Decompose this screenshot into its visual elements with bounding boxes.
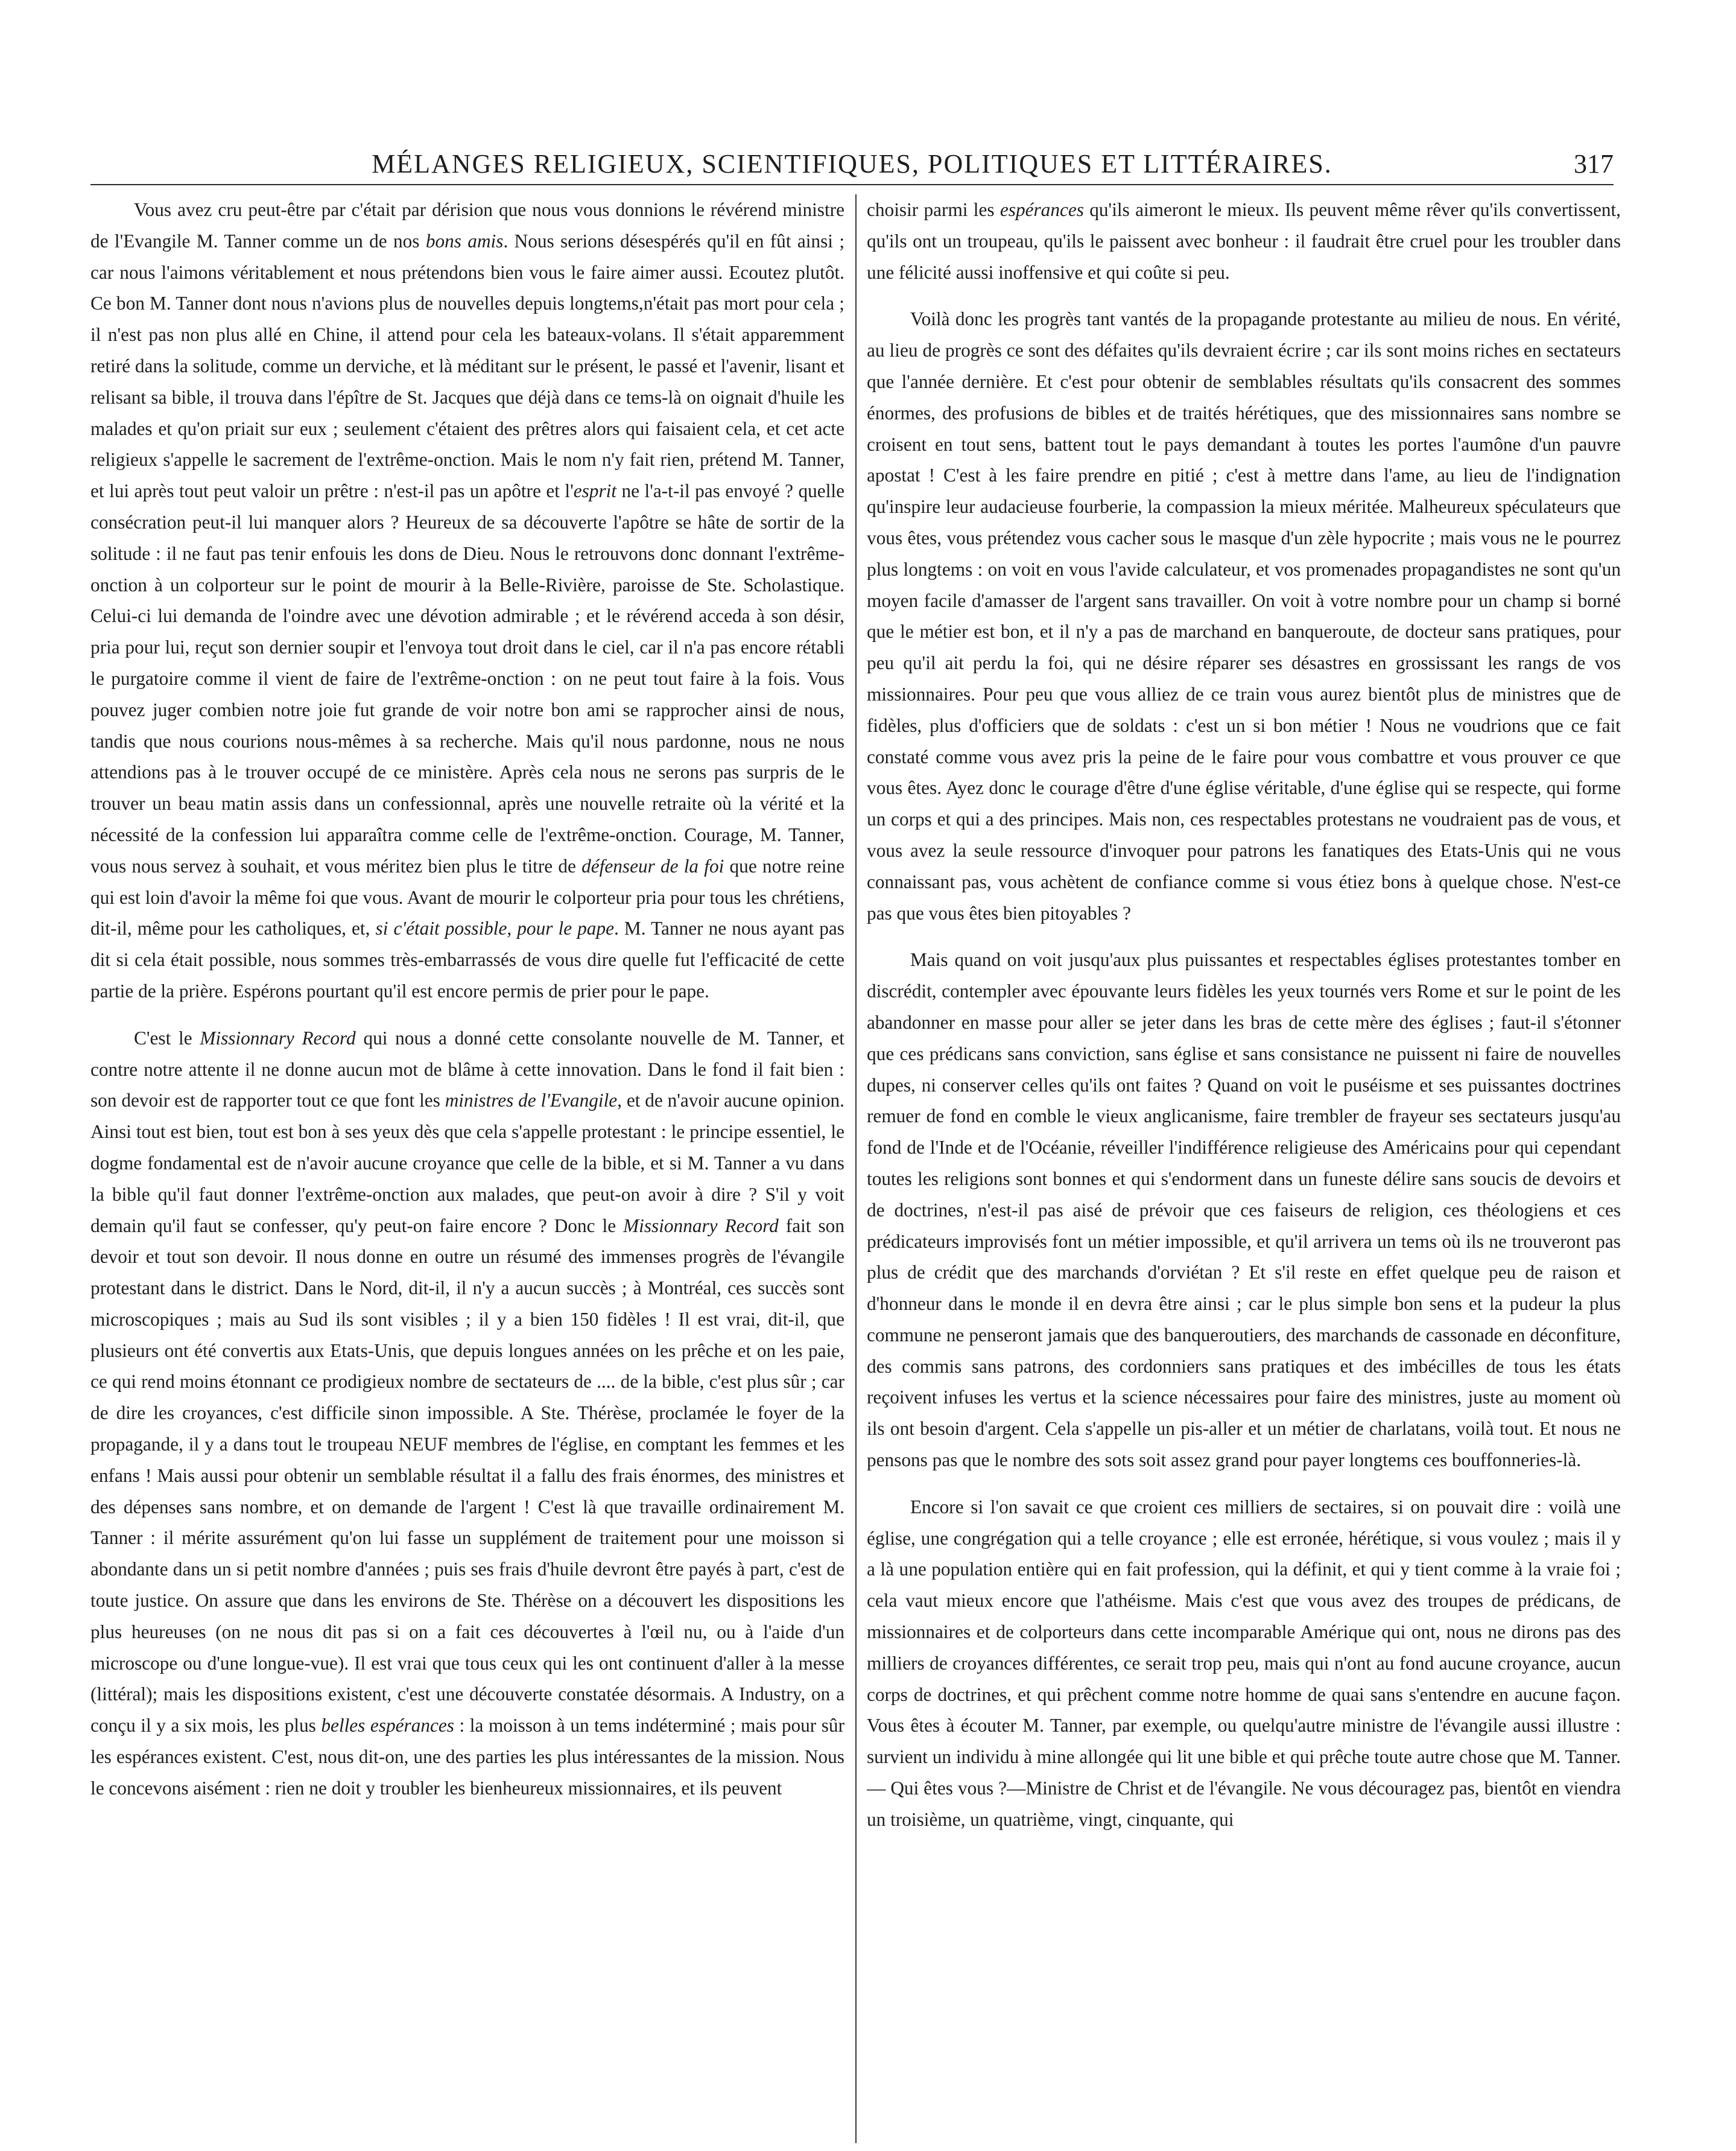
left-column — [90, 194, 844, 2137]
column-divider — [855, 194, 857, 2143]
text-run: ne l'a-t-il pas envoyé ? quelle consécration peut-il lui manquer alors ? Heureux de sa découverte l'apôtre se hâte de sortir de la solitude : il ne faut pas tenir enfouis les dons de Dieu. Nous le retrouvons donc donnant l'extrême-onction à un colporteur sur le point de mourir à la Belle-Rivière, paroisse de Ste. Scholastique. Celui-ci lui demanda de l'oindre avec une dévotion admirable ; et le révérend acceda à son désir, pria pour lui, reçut son dernier soupir et l'envoya tout droit dans le ciel, car il n'a pas encore rétabli le purgatoire comme il vient de faire de l'extrême-onction : on ne peut tout faire à la fois. Vous pouvez juger combien notre joie fut grande de voir notre bon ami se rapprocher ainsi de nous, tandis que nous courions nous-mêmes à sa recherche. Mais qu'il nous pardonne, nous ne nous attendions pas à le trouver occupé de ce ministère. Après cela nous ne serons pas surpris de le trouver un beau matin assis dans un confessionnal, après une nouvelle retraite où la vérité et la nécessité de la confession lui apparaîtra comme celle de l'extrême-onction. Courage, M. Tanner, vous nous servez à souhait, et vous méritez bien plus le titre de — [90, 480, 844, 877]
paragraph — [867, 944, 1621, 1476]
text-run: qu'ils aimeront le mieux. Ils peuvent même rêver qu'ils convertissent, qu'ils ont un troupeau, qu'ils le paissent avec bonheur : il faudrait être cruel pour les troubler dans une félicité aussi inoffensive et qui coûte si peu. — [867, 199, 1621, 283]
text-run: qui nous a donné cette consolante nouvelle de M. Tanner, et contre notre attente il ne donne aucun mot de blâme à cette innovation. Dans le fond il fait bien : son devoir est de rapporter tout ce que font les — [90, 1027, 844, 1111]
italic-text: belles espérances — [321, 1715, 454, 1736]
page-number: 317 — [1574, 149, 1614, 179]
italic-text: ministres de l'Evangile — [445, 1090, 618, 1111]
paragraph — [867, 1492, 1621, 1835]
italic-text: bons amis — [425, 230, 504, 252]
italic-text: Missionnary Record — [623, 1215, 779, 1236]
journal-title: MÉLANGES RELIGIEUX, SCIENTIFIQUES, POLITIQUES ET LITTÉRAIRES. — [372, 149, 1332, 179]
text-run: . Nous serions désespérés qu'il en fût ainsi ; car nous l'aimons véritablement et nous prétendons bien vous le faire aimer aussi. Ecoutez plutôt. Ce bon M. Tanner dont nous n'avions plus de nouvelles depuis longtems,n'était pas mort pour cela ; il n'est pas non plus allé en Chine, il attend pour cela les bateaux-volans. Il s'était apparemment retiré dans la solitude, comme un derviche, et là méditant sur le présent, le passé et l'avenir, lisant et relisant sa bible, il trouva dans l'épître de St. Jacques que déjà dans ce tems-là on oignait d'huile les malades et qu'on priait sur eux ; seulement c'étaient des prêtres alors qui faisaient cela, et cet acte religieux s'appelle le sacrement de l'extrême-onction. Mais le nom n'y fait rien, prétend M. Tanner, et lui après tout peut valoir un prêtre : n'est-il pas un apôtre et l' — [90, 230, 844, 502]
italic-text: si c'était possible, pour le pape — [375, 918, 614, 939]
right-column — [867, 194, 1621, 2137]
paragraph-continued — [867, 194, 1621, 288]
text-run: Encore si l'on savait ce que croient ces milliers de sectaires, si on pouvait dire : voilà une église, une congrégation qui a telle croyance ; elle est erronée, hérétique, si vous voulez ; mais il y a là une population entière qui en fait profession, qui la définit, et qui y tient comme à la vraie foi ; cela vaut mieux encore que l'athéisme. Mais c'est que vous avez des troupes de prédicans, de missionnaires et de colporteurs dans cette incomparable Amérique qui ont, nous ne dirons pas des milliers de croyances différentes, ce serait trop peu, mais qui n'ont au fond aucune croyance, aucun corps de doctrines, et qui prêchent comme notre homme de quai sans s'entendre en aucune façon. Vous êtes à écouter M. Tanner, par exemple, ou quelqu'autre ministre de l'évangile aussi illustre : survient un individu à mine allongée qui lit une bible et qui prêche toute autre chose que M. Tanner.— Qui êtes vous ?—Ministre de Christ et de l'évangile. Ne vous découragez pas, bientôt en viendra un troisième, un quatrième, vingt, cinquante, qui — [867, 1496, 1621, 1830]
paragraph — [867, 303, 1621, 929]
text-run: Voilà donc les progrès tant vantés de la propagande protestante au milieu de nous. En vérité, au lieu de progrès ce sont des défaites qu'ils devraient écrire ; car ils sont moins riches en sectateurs que l'année dernière. Et c'est pour obtenir de semblables résultats qu'ils consacrent des sommes énormes, des profusions de bibles et de traités hérétiques, que des missionnaires sans nombre se croisent en tout sens, battent tout le pays demandant à toutes les portes l'aumône d'un pauvre apostat ! C'est à les faire prendre en pitié ; c'est à mettre dans l'ame, au lieu de l'indignation qu'inspire leur audacieuse fourberie, la compassion la mieux méritée. Malheureux spéculateurs que vous êtes, vous prétendez vous cacher sous le masque d'un zèle hypocrite ; mais vous ne le pourrez plus longtems : on voit en vous l'avide calculateur, et vos promenades propagandistes ne sont qu'un moyen facile d'amasser de l'argent sans travailler. On voit à votre nombre pour un champ si borné que le métier est bon, et il n'y a pas de marchand en banqueroute, de docteur sans pratiques, pour peu qu'il ait perdu la foi, qui ne désire réparer ses désastres en grossissant les rangs de vos missionnaires. Pour peu que vous alliez de ce train vous aurez bientôt plus de ministres que de fidèles, plus d'officiers que de soldats : c'est un si bon métier ! Nous ne voudrions que ce fait constaté comme vous avez pris la peine de le faire pour vous combattre et vous prouver ce que vous êtes. Ayez donc le courage d'être d'une église véritable, d'une église qui se respecte, qui forme un corps et qui a des principes. Mais non, ces respectables protestans ne voudraient pas de vous, et vous avez la seule ressource d'invoquer pour patrons les fanatiques des Etats-Unis qui ne vous connaissant pas, vous achètent de confiance comme si vous étiez bons à quelque chose. N'est-ce pas que vous êtes bien pitoyables ? — [867, 308, 1621, 924]
text-run: Vous avez cru peut-être par c'était par dérision que nous vous donnions le révérend ministre de l'Evangile M. Tanner comme un de nos — [90, 199, 844, 252]
text-run: . M. Tanner ne nous ayant pas dit si cela était possible, nous sommes très-embarrassés de vous dire quelle fut l'efficacité de cette partie de la prière. Espérons pourtant qu'il est encore permis de prier pour le pape. — [90, 918, 844, 1002]
italic-text: défenseur de la foi — [581, 855, 724, 877]
italic-text: espérances — [999, 199, 1084, 220]
text-run: C'est le — [134, 1027, 200, 1049]
paragraph — [90, 194, 844, 1007]
text-run: Mais quand on voit jusqu'aux plus puissantes et respectables églises protestantes tomber en discrédit, contempler avec épouvante leurs fidèles les yeux tournés vers Rome et sur le point de les abandonner en masse pour aller se jeter dans les bras de cette mère des églises ; faut-il s'étonner que ces prédicans sans conviction, sans église et sans consistance ne puissent ni faire de nouvelles dupes, ni conserver celles qu'ils ont faites ? Quand on voit le puséisme et ses puissantes doctrines remuer de fond en comble le vieux anglicanisme, faire trembler de frayeur ses sectateurs jusqu'au fond de l'Inde et de l'Océanie, réveiller l'indifférence religieuse des Américains pour qui cependant toutes les religions sont bonnes et qui s'endorment dans un funeste délire sans soucis de devoirs et de doctrines, n'est-il pas aisé de prévoir que ces faiseurs de religion, ces théologiens et ces prédicateurs improvisés font un métier impossible, et qu'il arrivera un tems où ils ne trouveront pas plus de crédit que des marchands d'orviétan ? Et s'il reste en effet quelque peu de raison et d'honneur dans le monde il en devra être ainsi ; car le plus simple bon sens et la pudeur la plus commune ne penseront jamais que des banqueroutiers, des marchands de cassonade en déconfiture, des commis sans patrons, des cordonniers sans pratiques et des imbécilles de tous les états reçoivent infuses les vertus et la science nécessaires pour faire des ministres, juste au moment où ils ont besoin d'argent. Cela s'appelle un pis-aller et un métier de charlatans, voilà tout. Et nous ne pensons pas que le nombre des sots soit assez grand pour payer longtems ces bouffonneries-là. — [867, 949, 1621, 1471]
italic-text: esprit — [573, 480, 617, 502]
text-run: : la moisson à un tems indéterminé ; mais pour sûr les espérances existent. C'est, nous dit-on, une des parties les plus intéressantes de la mission. Nous le concevons aisément : rien ne doit y troubler les bienheureux missionnaires, et ils peuvent — [90, 1715, 844, 1799]
italic-text: Missionnary Record — [200, 1027, 356, 1049]
paragraph — [90, 1023, 844, 1804]
text-run: que notre reine qui est loin d'avoir la même foi que vous. Avant de mourir le colporteur pria pour tous les chrétiens, dit-il, même pour les catholiques, et, — [90, 855, 844, 939]
text-run: fait son devoir et tout son devoir. Il nous donne en outre un résumé des immenses progrès de l'évangile protestant dans le district. Dans le Nord, dit-il, il n'y a aucun succès ; à Montréal, ces succès sont microscopiques ; mais au Sud ils sont visibles ; il y a bien 150 fidèles ! Il est vrai, dit-il, que plusieurs ont été convertis aux Etats-Unis, que depuis longues années on les prêche et on les paie, ce qui rend moins étonnant ce prodigieux nombre de sectateurs de .... de la bible, c'est plus sûr ; car de dire les croyances, c'est difficile sinon impossible. A Ste. Thérèse, proclamée le foyer de la propagande, il y a dans tout le troupeau NEUF membres de l'église, en comptant les femmes et les enfans ! Mais aussi pour obtenir un semblable résultat il a fallu des frais énormes, des ministres et des dépenses sans nombre, et on demande de l'argent ! C'est là que travaille ordinairement M. Tanner : il mérite assurément qu'on lui fasse un supplément de traitement pour une moisson si abondante dans un si petit nombre d'années ; puis ses frais d'huile devront être payés à part, c'est de toute justice. On assure que dans les environs de Ste. Thérèse on a découvert les dispositions les plus heureuses (on ne nous dit pas si on a fait ces découvertes à l'œil nu, ou à l'aide d'un microscope ou d'une longue-vue). Il est vrai que tous ceux qui les ont continuent d'aller à la messe (littéral); mais les dispositions existent, c'est une découverte constatée désormais. A Industry, on a conçu il y a six mois, les plus — [90, 1215, 844, 1736]
text-run: choisir parmi les — [867, 199, 1000, 220]
text-run: , et de n'avoir aucune opinion. Ainsi tout est bien, tout est bon à ses yeux dès que cela s'appelle protestant : le principe essentiel, le dogme fondamental est de n'avoir aucune croyance que celle de la bible, et si M. Tanner a vu dans la bible qu'il faut donner l'extrême-onction aux malades, que peut-on avoir à dire ? S'il y voit demain qu'il faut se confesser, qu'y peut-on faire encore ? Donc le — [90, 1090, 844, 1236]
running-head — [90, 148, 1614, 185]
header-rule — [90, 184, 1614, 185]
